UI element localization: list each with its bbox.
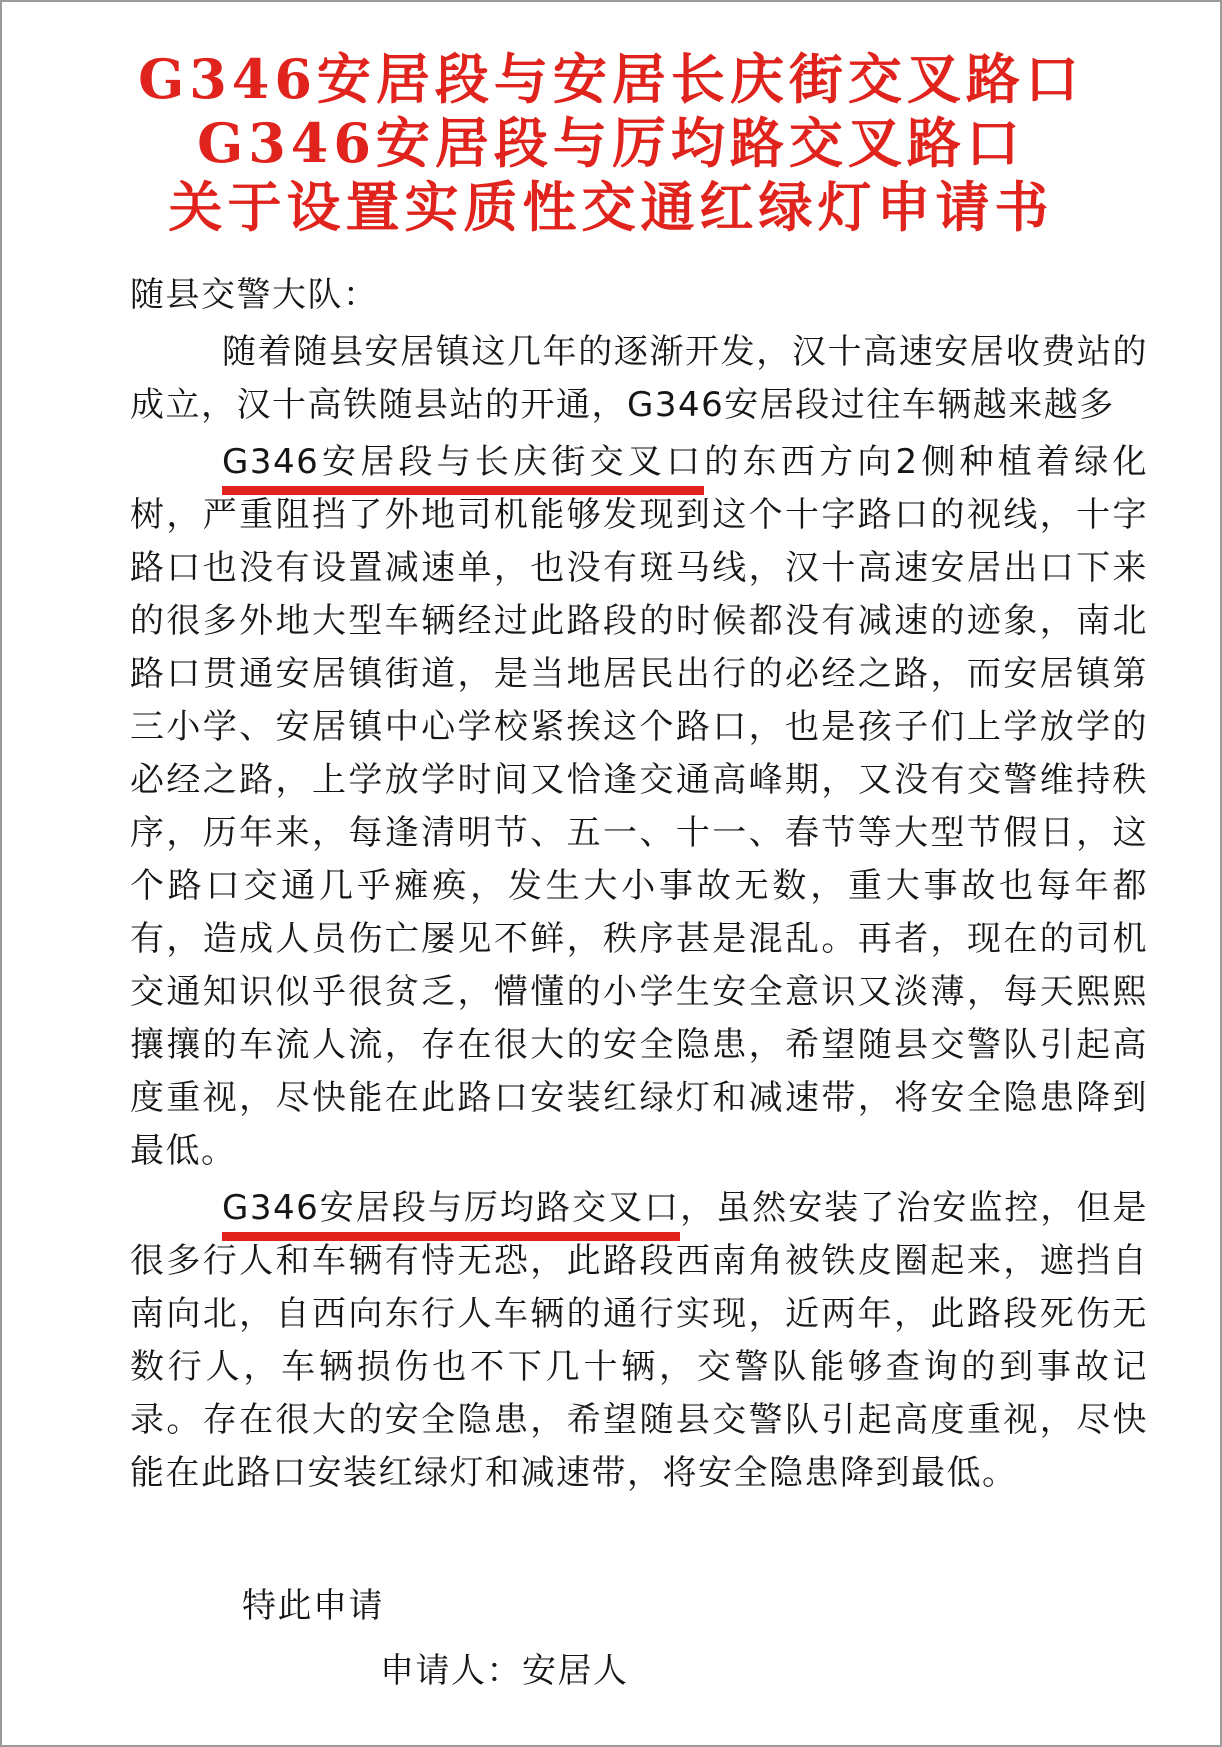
paragraph-intro (130, 326, 1148, 432)
document-body (130, 269, 1148, 1698)
red-underlined-phrase-changqing: G346安居段与长庆街交叉口 (222, 442, 704, 495)
title-line-2: G346安居段与厉均路交叉路口 (197, 111, 1025, 175)
title-line-3: 关于设置实质性交通红绿灯申请书 (168, 175, 1054, 239)
applicant-signature: 申请人：安居人 (380, 1651, 629, 1691)
paragraph-intro-text: 随着随县安居镇这几年的逐渐开发，汉十高速安居收费站的成立，汉十高铁随县站的开通，G346安居段过往车辆越来越多 (130, 332, 1148, 425)
paragraph-changqing-text: 的东西方向2侧种植着绿化树，严重阻挡了外地司机能够发现到这个十字路口的视线，十字路口也没有设置减速单，也没有斑马线，汉十高速安居出口下来的很多外地大型车辆经过此路段的时候都没有减速的迹象，南北路口贯通安居镇街道，是当地居民出行的必经之路，而安居镇第三小学、安居镇中心学校紧挨这个路口，也是孩子们上学放学的必经之路，上学放学时间又恰逢交通高峰期，又没有交警维持秩序，历年来，每逢清明节、五一、十一、春节等大型节假日，这个路口交通几乎瘫痪，发生大小事故无数，重大事故也每年都有，造成人员伤亡屡见不鲜，秩序甚是混乱。再者，现在的司机交通知识似乎很贫乏，懵懂的小学生安全意识又淡薄，每天熙熙攘攘的车流人流，存在很大的安全隐患，希望随县交警队引起高度重视，尽快能在此路口安装红绿灯和减速带，将安全隐患降到最低。 (130, 442, 1148, 1171)
title-line-1: G346安居段与安居长庆街交叉路口 (138, 47, 1084, 111)
paragraph-changqing-intersection (130, 436, 1148, 1178)
salutation: 随县交警大队： (130, 275, 379, 315)
document-title (2, 47, 1220, 239)
red-underlined-phrase-lijun: G346安居段与厉均路交叉口 (222, 1188, 680, 1241)
closing-statement: 特此申请 (242, 1586, 384, 1626)
paragraph-lijun-text: ，虽然安装了治安监控，但是很多行人和车辆有恃无恐，此路段西南角被铁皮圈起来，遮挡自南向北，自西向东行人车辆的通行实现，近两年，此路段死伤无数行人，车辆损伤也不下几十辆，交警队能够查询的到事故记录。存在很大的安全隐患，希望随县交警队引起高度重视，尽快能在此路口安装红绿灯和减速带，将安全隐患降到最低。 (130, 1188, 1148, 1493)
paragraph-lijun-intersection (130, 1182, 1148, 1500)
